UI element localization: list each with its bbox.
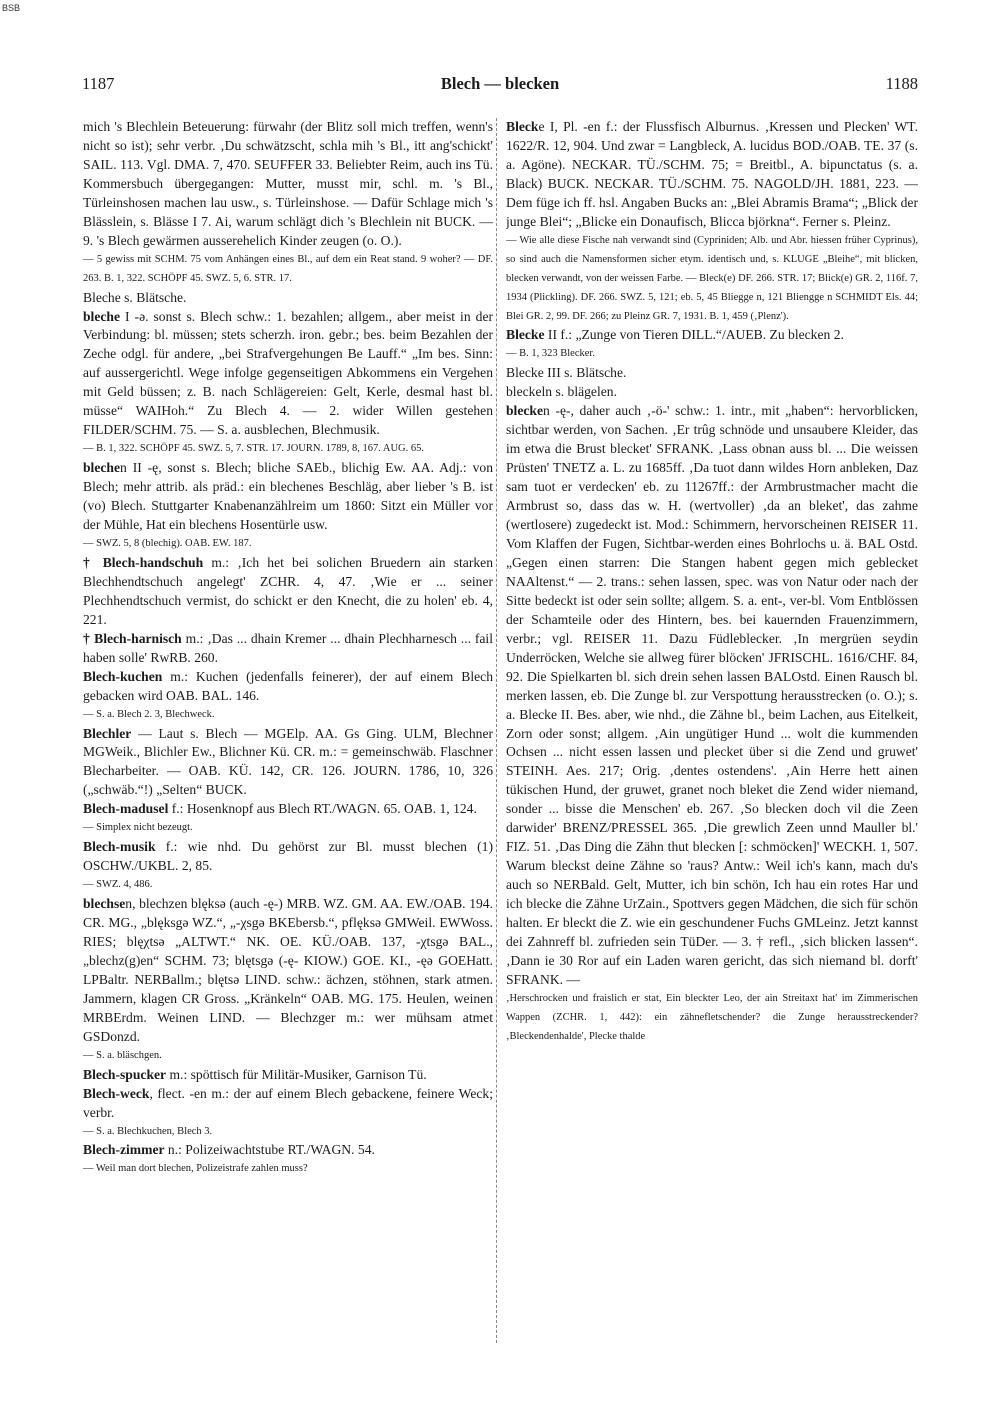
entry-definition: , flect. -en m.: der auf einem Blech gebackene, feinere Weck; verbr. — [83, 1085, 493, 1120]
entry-definition: n, blechzen blęksə (auch -ę-) MRB. WZ. GM. AA. EW./OAB. 194. CR. MG., „blęksgə WZ.“, „-χsgə BKEbersb.“, pflęksə GMWeil. EWWoss. RIES; blęχtsə „ALTWT.“ NK. OE. KÜ./OAB. 137, -χtsgə BAL., „blechz(g)en“ SCHM. 73; blętsgə (-ę- KIOW.) GOE. KI., -ęə GOEHatt. LPBaltr. NERBallm.; blętsə LIND. schw.: ächzen, stöhnen, stark atmen. Jammern, klagen CR Gross. „Kränkeln“ OAB. MG. 175. Heulen, weinen MRBErdm. Weinen LIND. — Blechzger m.: wer mühsam atmet GSDonzd. — [83, 896, 493, 1044]
entry-headword: Blech-zimmer — [83, 1142, 165, 1158]
dictionary-entry — [83, 459, 493, 535]
column-divider — [496, 118, 497, 1343]
entry-headword: Blech-weck — [83, 1085, 150, 1101]
entry-definition: n -ę-, daher auch ‚-ö-' schw.: 1. intr., mit „haben“: hervorblicken, sichtbar werden, von Sachen. ‚Er trûg schnöde und unsaubere Kleider, das im etwa die Brust blecket' SFRANK. ‚Lass obnan auss bl. ... Die weissen Prüsten' TNETZ a. L. zu 1685ff. ‚Da tuot dann wildes Horn anbleken, Daz sam tuot er verdecken' eb. zu 11267ff.: der Armbrustmacher macht die Armbrust so, dass das w. H. (wertvoller) ‚da an bleket', das zahme (wertlosere) zugedeckt ist. Mod.: Schimmern, hervorscheinen REISER 11. Vom Klaffen der Fugen, Sichtbar-werden eines Bohrlochs u. ä. BAL Ostd. „Gegen einen starren: Die Stangen habent gegen mich geblecket NAAltenst.“ — 2. trans.: sehen lassen, spec. was von Natur oder nach der Sitte bedeckt ist oder sein sollte; allgem. S. a. ent-, ver-bl. Vom Entblössen der Schamteile oder des Hintern, bes. bei kauernden Frauenzimmern, verbr.; vgl. REISER 11. Dazu Füdleblecker. ‚In mergrüen seydin Underröcken, Welche sie allweg fürer blöcken' JFRISCHL. 1616/CHF. 84, 92. Die Spielkarten bl. sich drein sehen lassen BALOstd. Einen Rausch bl. merken lassen, eb. Die Zunge bl. zur Verspottung herausstrecken (o. O.); s. a. Blecke II. Bes. aber, wie nhd., die Zähne bl., beim Lachen, aus Eitelkeit, Zorn oder sonst; allgem. ‚Ain ungütiger Hund ... wolt die kummenden Ochsen ... nicht essen lassen und plecket über si die Zend und gruwet' STEINH. Aes. 217; Orig. ‚dentes ostendens'. ‚Ain Herre hett ainen tükischen Hund, der gruwet, granet noch bleket die Zend wider niemand, sonder ... bisse die Menschen' eb. 267. ‚So blecken doch vil die Zeen darwider' BRENZ/PRESSEL 365. ‚Die grewlich Zeen unnd Mauller bl.' FIZ. 51. ‚Das Ding die Zähn thut blecken [: schmöcken]' WECKH. 1, 507. Warum bleckst deine Zähne so 'raus? Antw.: Weil ich's kann, mach du's auch so NERBald. Gelt, Mutter, ich bin schön, Ich hau ein rotes Har und ich blecke die Zähne UrZain., Spottvers gegen Mädchen, die sich für schön halten. Er bleckt die Z. wie ein geschundener Fuchs GMLeinz. Jetzt kannst dei Zahnreff bl. zufrieden sein TüDer. — 3. † refl., ‚sich blicken lassen“. ‚Dann ie 30 Ror auf ein Laden waren gericht, das sich niemand bl. dorft' SFRANK. — — [506, 403, 918, 987]
page-number-left: 1187 — [82, 74, 115, 93]
dictionary-entry — [83, 800, 493, 819]
entry-headword: Blech-kuchen — [83, 668, 163, 684]
entry-definition: — Laut s. Blech — MGElp. AA. Gs Ging. ULM, Blechner MGWeik., Blichler Ew., Blichner Kü. CR. m.: = gemeinschwäb. Flaschner Blecharbeiter. — OAB. KÜ. 142, CR. 126. JOURN. 1786, 10, 326 („schwäb.“!) „Selten“ BUCK. — [83, 725, 493, 798]
etymology-note: — B. 1, 323 Blecker. — [506, 348, 595, 360]
entry-headword: † Blech-harnisch — [83, 630, 182, 646]
entry-definition: II f.: „Zunge von Tieren DILL.“/AUEB. Zu blecken 2. — [544, 327, 844, 343]
entry-headword: Blecke — [506, 327, 545, 343]
entry-definition: n.: Polizeiwachtstube RT./WAGN. 54. — [164, 1142, 375, 1158]
dictionary-entry — [83, 668, 493, 706]
entry-headword: Blech-musik — [83, 839, 156, 855]
page-number-right: 1188 — [885, 74, 918, 93]
entry-headword: blecke — [506, 403, 543, 419]
entry-definition: m.: ‚Ich het bei solichen Bruedern ain starken Blechhendtschuch angelegt' ZCHR. 4, 47. ‚Wie er ... seiner Plechhendtschuch vermist, do schickt er den Knecht, die zu holen' eb. 4, 221. — [83, 554, 493, 627]
entry-definition: I -ə. sonst s. Blech schw.: 1. bezahlen; allgem., aber meist in der Verbindung: bl. müssen; stets scherzh. iron. gebr.; bes. beim Bezahlen der Zeche odgl. für andere, „bei Strafvergehungen Be Lauff.“ „Im bes. Sinn: auf aussergerichtl. Wege infolge gegenseitigen Abkommens ein Vergehen mit Geld büssen; z. B. nach Schlägereien: Gelt, Kerle, desmal hast bl. müsse“ WAIHoh.“ Zu Blech 4. — 2. wider Willen gestehen FILDER/SCHM. 75. — S. a. ausblechen, Blechmusik. — [83, 308, 493, 438]
etymology-note: — S. a. Blechkuchen, Blech 3. — [83, 1125, 213, 1137]
entry-definition: n II -ę, sonst s. Blech; bliche SAEb., blichig Ew. AA. Adj.: von Blech; mehr attrib. als präd.: ein blechenes Beschläg, aber lieber 's B. ist (vo) Blech. Stuttgarter Knabenanzählreim um 1860: Sitzt ein Müller vor der Mühle, Hat ein blechens Hosentürle usw. — [83, 460, 493, 533]
dictionary-entry — [83, 1066, 493, 1085]
entry-definition: e I, Pl. -en f.: der Flussfisch Alburnus. ‚Kressen und Plecken' WT. 1622/R. 12, 904. Und zwar = Langbleck, A. lucidus BOD./OAB. TE. 37 (s. a. Agöne). NECKAR. TÜ./SCHM. 75; = Breitbl., A. bipunctatus (s. a. Black) BUCK. NECKAR. TÜ./SCHM. 75. NAGOLD/JH. 1881, 223. — Dem füge ich ff. hsl. Angaben Bucks an: „Blei Abramis Brama“; „Blick der junge Blei“; „Blicke ein Donaufisch, Blicca björkna“. Ferner s. Pleinz. — [506, 119, 918, 229]
page-header — [82, 74, 918, 98]
entry-headword: bleche — [83, 308, 120, 324]
etymology-note: ‚Herschrocken und fraislich er stat, Ein bleckter Leo, der ain Streitaxt hat' im Zimmerischen Wappen (ZCHR. 1, 442): ein zähnefletschender? die Zunge herausstreckender? ‚Bleckendenhalde', Plecke thalde — [506, 992, 918, 1042]
etymology-note: — Wie alle diese Fische nah verwandt sind (Cypriniden; Alb. und Abr. hiessen früher Cyprinus), so sind auch die Namensformen sicher etym. identisch und, s. KLUGE „Bleihe“, mit blicken, blecken verwandt, von der weissen Farbe. — Bleck(e) DF. 266. STR. 17; Blick(e) GR. 2, 116f. 7, 1934 (Plickling). DF. 266. SWZ. 5, 121; eb. 5, 45 Bliegge n, 121 Bliengge n SCHMIDT Els. 44; Blei GR. 2, 99. DF. 266; zu Pleinz GR. 7, 1931. B. 1, 459 (‚Plenz'). — [506, 234, 918, 322]
left-column — [83, 118, 493, 1358]
etymology-note: — Simplex nicht bezeugt. — [83, 822, 193, 834]
etymology-note: — 5 gewiss mit SCHM. 75 vom Anhängen eines Bl., auf dem ein Reat stand. 9 woher? — DF. 263. B. 1, 322. SCHÖPF 45. SWZ. 5, 6. STR. 17. — [83, 253, 493, 284]
entry-headword: Blech-spucker — [83, 1066, 167, 1082]
entry-definition: m.: spöttisch für Militär-Musiker, Garnison Tü. — [166, 1066, 427, 1082]
dictionary-entry — [83, 308, 493, 441]
dictionary-entry — [506, 326, 918, 345]
etymology-note: — S. a. Blech 2. 3, Blechweck. — [83, 708, 215, 720]
entry-headword: Blechler — [83, 725, 132, 741]
entry-definition: m.: Kuchen (jedenfalls feinerer), der auf einem Blech gebacken wird OAB. BAL. 146. — [83, 668, 493, 703]
entry-headword: blechse — [83, 896, 126, 912]
entry-headword: † Blech-handschuh — [83, 554, 204, 570]
entry-headword: Bleck — [506, 119, 539, 134]
etymology-note: — B. 1, 322. SCHÖPF 45. SWZ. 5, 7. STR. 17. JOURN. 1789, 8, 167. AUG. 65. — [83, 443, 424, 455]
text-paragraph: mich 's Blechlein Beteuerung: fürwahr (der Blitz soll mich treffen, wenn's nicht so ist); sehr verbr. ‚Du schwätzscht, schla mih 's Bl., itt ang'schickt' SAIL. 113. Vgl. DMA. 7, 470. SEUFFER 33. Beliebter Reim, auch ins Tü. Kommersbuch übergegangen: Mutter, musst mir, schl. m. 's Bl., Türleinshosen machen lau usw., s. Türleinshose. — Dafür Schlage mich 's Blässlein, s. Blässe I 7. Ai, warum schlägt dich 's Blechlein nit BUCK. — 9. 's Blech gewärmen ausserehelich Kinder zeugen (o. O.). — [83, 119, 493, 248]
etymology-note: — SWZ. 5, 8 (blechig). OAB. EW. 187. — [83, 537, 252, 549]
dictionary-entry — [83, 1141, 493, 1160]
dictionary-entry — [83, 725, 493, 801]
etymology-note: — Weil man dort blechen, Polizeistrafe zahlen muss? — [83, 1163, 308, 1175]
etymology-note: — SWZ. 4, 486. — [83, 879, 153, 891]
entry-definition: m.: ‚Das ... dhain Kremer ... dhain Plechharnesch ... fail haben solle' RwRB. 260. — [83, 630, 493, 665]
entry-headword: bleche — [83, 460, 120, 476]
dictionary-entry — [506, 118, 918, 232]
entry-definition: f.: Hosenknopf aus Blech RT./WAGN. 65. OAB. 1, 124. — [168, 801, 477, 817]
text-paragraph: Blecke III s. Blätsche. — [506, 365, 627, 381]
text-paragraph: bleckeln s. blägelen. — [506, 384, 617, 400]
running-title: Blech — blecken — [440, 74, 560, 93]
entry-headword: Blech-madusel — [83, 801, 169, 817]
right-column — [506, 118, 918, 1358]
dictionary-entry — [506, 402, 918, 990]
etymology-note: — S. a. bläschgen. — [83, 1049, 162, 1061]
dictionary-entry — [83, 554, 493, 630]
library-stamp: BSB — [2, 3, 21, 13]
dictionary-entry — [83, 838, 493, 876]
dictionary-entry — [83, 895, 493, 1047]
text-paragraph: Bleche s. Blätsche. — [83, 289, 187, 305]
dictionary-entry — [83, 630, 493, 668]
entry-definition: f.: wie nhd. Du gehörst zur Bl. musst blechen (1) OSCHW./UKBL. 2, 85. — [83, 839, 493, 874]
dictionary-entry — [83, 1085, 493, 1123]
